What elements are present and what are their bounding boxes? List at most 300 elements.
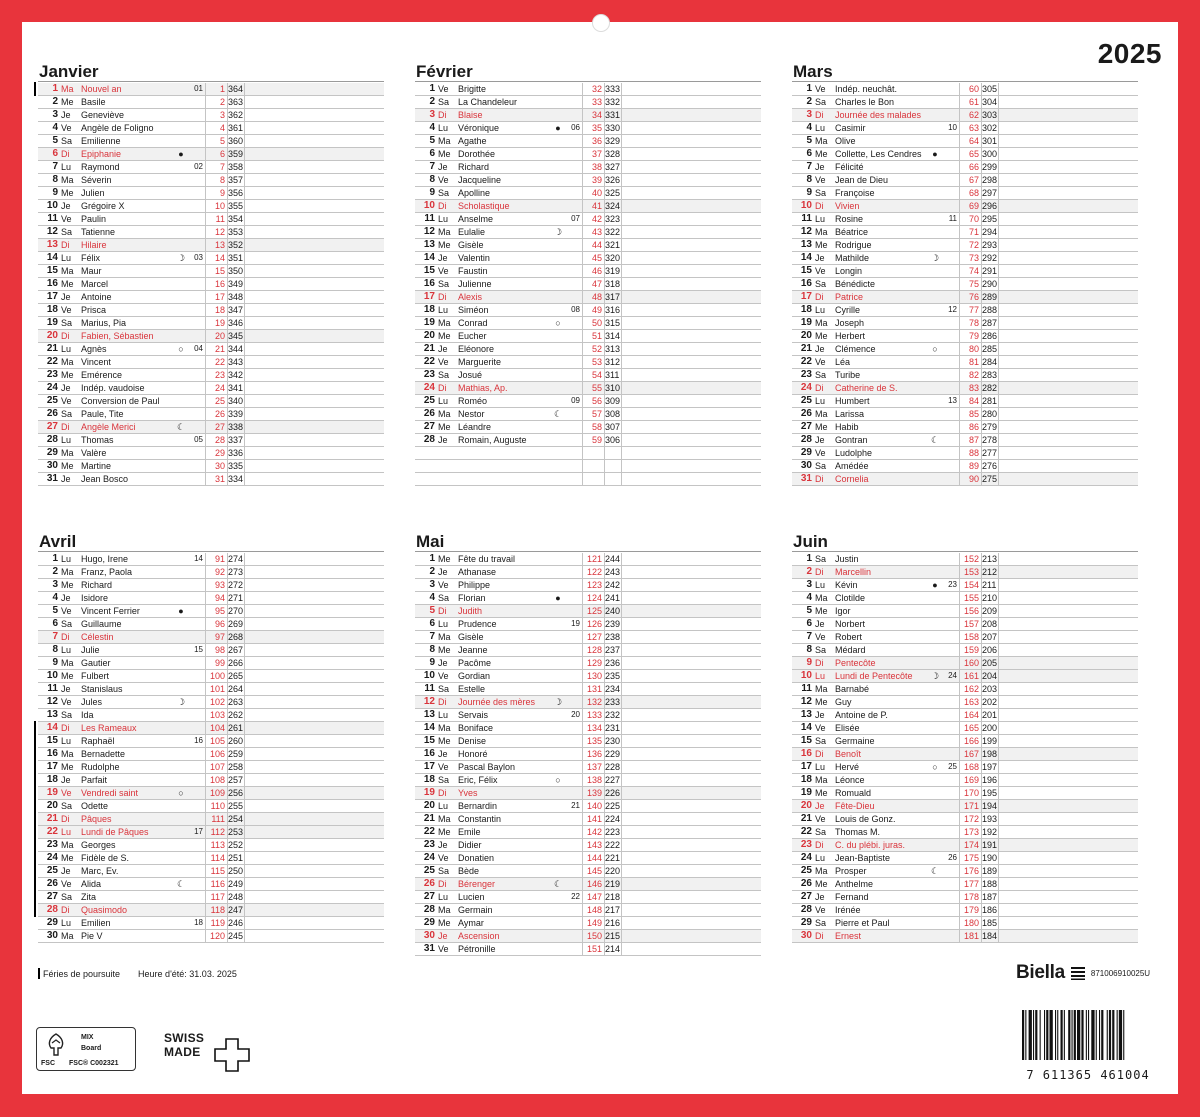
moon-phase-icon bbox=[925, 878, 945, 890]
days-remaining: 346 bbox=[228, 318, 244, 328]
day-number: 10 bbox=[423, 670, 435, 681]
day-of-year: 92 bbox=[205, 566, 227, 578]
days-remaining: 298 bbox=[982, 175, 998, 185]
day-name: Marc, Ev. bbox=[81, 866, 119, 876]
day-number: 29 bbox=[800, 917, 812, 928]
day-of-year: 46 bbox=[582, 265, 604, 277]
day-row bbox=[415, 579, 761, 592]
barcode-digits: 7 611365 461004 bbox=[1026, 1068, 1150, 1082]
day-name: Béatrice bbox=[835, 227, 869, 237]
weekday: Sa bbox=[815, 645, 827, 655]
note-space bbox=[245, 226, 384, 238]
day-of-year: 122 bbox=[582, 566, 604, 578]
day-number: 15 bbox=[800, 735, 812, 746]
days-remaining: 275 bbox=[982, 474, 998, 484]
week-number bbox=[945, 722, 959, 734]
day-row bbox=[415, 447, 761, 460]
weekday: Me bbox=[61, 762, 74, 772]
days-remaining: 272 bbox=[228, 580, 244, 590]
day-row bbox=[792, 891, 1138, 904]
days-remaining: 334 bbox=[228, 474, 244, 484]
day-of-year: 10 bbox=[205, 200, 227, 212]
weekday: Di bbox=[815, 474, 824, 484]
day-of-year: 78 bbox=[959, 317, 981, 329]
day-of-year: 32 bbox=[582, 83, 604, 95]
day-number: 9 bbox=[429, 657, 435, 668]
weekday: Ma bbox=[61, 931, 74, 941]
day-number: 21 bbox=[800, 813, 812, 824]
days-remaining: 188 bbox=[982, 879, 998, 889]
moon-phase-icon bbox=[171, 200, 191, 212]
moon-phase-icon bbox=[548, 304, 568, 316]
week-number bbox=[568, 553, 582, 565]
day-name: Gisèle bbox=[458, 240, 484, 250]
days-remaining: 324 bbox=[605, 201, 621, 211]
note-space bbox=[245, 553, 384, 565]
day-row bbox=[415, 395, 761, 408]
day-number: 14 bbox=[46, 722, 58, 733]
weekday: Ve bbox=[815, 448, 826, 458]
barcode-bar bbox=[1074, 1010, 1076, 1060]
weekday: Me bbox=[61, 853, 74, 863]
moon-phase-icon bbox=[548, 291, 568, 303]
moon-phase-icon bbox=[548, 852, 568, 864]
weekday: Ve bbox=[438, 671, 449, 681]
day-name: Constantin bbox=[458, 814, 502, 824]
note-space bbox=[245, 696, 384, 708]
week-number bbox=[945, 421, 959, 433]
note-space bbox=[622, 644, 761, 656]
day-of-year: 155 bbox=[959, 592, 981, 604]
week-number bbox=[568, 473, 582, 485]
day-number: 3 bbox=[429, 579, 435, 590]
moon-phase-icon bbox=[925, 408, 945, 420]
day-name: Emile bbox=[458, 827, 481, 837]
day-row bbox=[415, 553, 761, 566]
moon-phase-icon bbox=[171, 917, 191, 929]
week-number bbox=[945, 226, 959, 238]
day-of-year: 4 bbox=[205, 122, 227, 134]
moon-phase-icon bbox=[548, 96, 568, 108]
week-number bbox=[191, 304, 205, 316]
note-space bbox=[999, 878, 1138, 890]
week-number bbox=[191, 278, 205, 290]
days-remaining: 236 bbox=[605, 658, 621, 668]
day-row bbox=[38, 421, 384, 434]
week-number bbox=[568, 592, 582, 604]
days-remaining: 277 bbox=[982, 448, 998, 458]
barcode-bar bbox=[1040, 1010, 1041, 1060]
day-of-year: 123 bbox=[582, 579, 604, 591]
day-number: 18 bbox=[800, 774, 812, 785]
days-remaining: 239 bbox=[605, 619, 621, 629]
note-space bbox=[622, 657, 761, 669]
weekday: Di bbox=[61, 331, 70, 341]
moon-phase-icon bbox=[925, 566, 945, 578]
day-number: 26 bbox=[46, 878, 58, 889]
week-number bbox=[568, 787, 582, 799]
moon-phase-icon bbox=[171, 460, 191, 472]
day-name: Gontran bbox=[835, 435, 868, 445]
day-of-year: 36 bbox=[582, 135, 604, 147]
note-space bbox=[999, 161, 1138, 173]
week-number bbox=[568, 187, 582, 199]
day-name: Angèle Merici bbox=[81, 422, 136, 432]
weekday: Ve bbox=[438, 84, 449, 94]
week-number: 22 bbox=[571, 892, 580, 901]
note-space bbox=[622, 447, 761, 459]
moon-phase-icon bbox=[548, 83, 568, 95]
day-number: 29 bbox=[46, 447, 58, 458]
week-number: 14 bbox=[194, 554, 203, 563]
day-row bbox=[415, 657, 761, 670]
day-row bbox=[415, 96, 761, 109]
week-number: 01 bbox=[194, 84, 203, 93]
day-row bbox=[38, 683, 384, 696]
days-remaining: 212 bbox=[982, 567, 998, 577]
weekday: Sa bbox=[438, 279, 450, 289]
day-number: 25 bbox=[46, 865, 58, 876]
note-space bbox=[245, 787, 384, 799]
week-number bbox=[568, 356, 582, 368]
weekday: Di bbox=[61, 240, 70, 250]
days-remaining: 320 bbox=[605, 253, 621, 263]
moon-phase-icon bbox=[171, 135, 191, 147]
day-row bbox=[415, 683, 761, 696]
days-remaining: 305 bbox=[982, 84, 998, 94]
day-row bbox=[792, 878, 1138, 891]
note-space bbox=[245, 109, 384, 121]
day-row bbox=[792, 644, 1138, 657]
day-of-year: 107 bbox=[205, 761, 227, 773]
day-name: Georges bbox=[81, 840, 116, 850]
day-number: 11 bbox=[47, 213, 58, 224]
note-space bbox=[999, 579, 1138, 591]
day-row bbox=[415, 291, 761, 304]
day-of-year: 110 bbox=[205, 800, 227, 812]
note-space bbox=[622, 787, 761, 799]
moon-phase-icon: ● bbox=[178, 606, 184, 616]
weekday: Lu bbox=[438, 710, 449, 720]
note-space bbox=[245, 473, 384, 485]
weekday: Sa bbox=[61, 136, 73, 146]
week-number: 03 bbox=[194, 253, 203, 262]
days-remaining: 224 bbox=[605, 814, 621, 824]
day-of-year: 166 bbox=[959, 735, 981, 747]
days-remaining bbox=[604, 460, 622, 472]
days-remaining: 304 bbox=[982, 97, 998, 107]
week-number bbox=[945, 878, 959, 890]
day-of-year: 66 bbox=[959, 161, 981, 173]
day-of-year: 72 bbox=[959, 239, 981, 251]
day-of-year: 76 bbox=[959, 291, 981, 303]
day-name: Zita bbox=[81, 892, 97, 902]
days-remaining: 187 bbox=[982, 892, 998, 902]
day-number: 11 bbox=[801, 683, 812, 694]
week-number bbox=[945, 891, 959, 903]
week-number: 05 bbox=[194, 435, 203, 444]
day-row bbox=[38, 722, 384, 735]
days-remaining: 292 bbox=[982, 253, 998, 263]
weekday: Ve bbox=[61, 697, 72, 707]
note-space bbox=[999, 304, 1138, 316]
weekday: Di bbox=[61, 422, 70, 432]
day-row bbox=[415, 943, 761, 956]
day-number: 30 bbox=[800, 460, 812, 471]
note-space bbox=[999, 109, 1138, 121]
barcode-bar bbox=[1057, 1010, 1058, 1060]
day-name: Servais bbox=[458, 710, 489, 720]
day-of-year: 169 bbox=[959, 774, 981, 786]
moon-phase-icon: ☾ bbox=[553, 409, 563, 419]
moon-phase-icon bbox=[548, 748, 568, 760]
days-remaining: 205 bbox=[982, 658, 998, 668]
day-name: Pacôme bbox=[458, 658, 492, 668]
moon-phase-icon bbox=[548, 434, 568, 446]
moon-phase-icon bbox=[171, 174, 191, 186]
day-name: Gautier bbox=[81, 658, 111, 668]
note-space bbox=[999, 800, 1138, 812]
days-remaining: 303 bbox=[982, 110, 998, 120]
day-row bbox=[792, 631, 1138, 644]
day-name: Vendredi saint bbox=[81, 788, 139, 798]
days-remaining: 278 bbox=[982, 435, 998, 445]
day-name: Geneviève bbox=[81, 110, 125, 120]
day-name: Valère bbox=[81, 448, 107, 458]
day-of-year: 41 bbox=[582, 200, 604, 212]
day-name: Florian bbox=[458, 593, 486, 603]
day-name: Pie V bbox=[81, 931, 103, 941]
day-number: 22 bbox=[800, 356, 812, 367]
days-remaining: 307 bbox=[605, 422, 621, 432]
day-name: Conrad bbox=[458, 318, 488, 328]
moon-phase-icon bbox=[548, 657, 568, 669]
days-remaining: 322 bbox=[605, 227, 621, 237]
day-name: Eric, Félix bbox=[458, 775, 498, 785]
moon-phase-icon bbox=[925, 161, 945, 173]
day-number: 24 bbox=[423, 382, 435, 393]
days-remaining: 326 bbox=[605, 175, 621, 185]
day-name: Vincent bbox=[81, 357, 111, 367]
note-space bbox=[622, 252, 761, 264]
days-remaining: 285 bbox=[982, 344, 998, 354]
days-remaining: 331 bbox=[605, 110, 621, 120]
week-number bbox=[191, 265, 205, 277]
note-space bbox=[622, 670, 761, 682]
day-of-year: 49 bbox=[582, 304, 604, 316]
day-row bbox=[792, 278, 1138, 291]
day-number: 16 bbox=[800, 278, 812, 289]
day-number: 23 bbox=[800, 839, 812, 850]
day-row bbox=[792, 395, 1138, 408]
day-of-year: 112 bbox=[205, 826, 227, 838]
weekday: Je bbox=[815, 801, 825, 811]
week-number: 07 bbox=[571, 214, 580, 223]
swiss-made-logo bbox=[164, 1028, 254, 1072]
day-name: Bernadette bbox=[81, 749, 126, 759]
weekday: Di bbox=[815, 931, 824, 941]
day-name: Félix bbox=[81, 253, 101, 263]
day-of-year: 22 bbox=[205, 356, 227, 368]
days-remaining: 233 bbox=[605, 697, 621, 707]
day-number: 27 bbox=[423, 891, 435, 902]
note-space bbox=[999, 447, 1138, 459]
note-space bbox=[622, 122, 761, 134]
barcode-bar bbox=[1109, 1010, 1111, 1060]
day-of-year: 151 bbox=[582, 943, 604, 955]
note-space bbox=[622, 605, 761, 617]
day-number: 30 bbox=[46, 930, 58, 941]
days-remaining: 325 bbox=[605, 188, 621, 198]
days-remaining: 263 bbox=[228, 697, 244, 707]
note-space bbox=[245, 304, 384, 316]
moon-phase-icon bbox=[925, 213, 945, 225]
day-of-year: 70 bbox=[959, 213, 981, 225]
moon-phase-icon bbox=[171, 631, 191, 643]
day-number: 8 bbox=[429, 644, 435, 655]
day-number: 31 bbox=[46, 473, 58, 484]
day-number: 30 bbox=[423, 930, 435, 941]
day-row bbox=[38, 930, 384, 943]
note-space bbox=[245, 709, 384, 721]
weekday: Sa bbox=[61, 227, 73, 237]
day-row bbox=[792, 174, 1138, 187]
weekday: Sa bbox=[61, 318, 73, 328]
days-remaining: 299 bbox=[982, 162, 998, 172]
days-remaining: 281 bbox=[982, 396, 998, 406]
day-name: Julien bbox=[81, 188, 105, 198]
moon-phase-icon bbox=[925, 852, 945, 864]
weekday: Je bbox=[61, 775, 71, 785]
day-of-year: 1 bbox=[205, 83, 227, 95]
days-remaining: 342 bbox=[228, 370, 244, 380]
day-number: 24 bbox=[800, 852, 812, 863]
day-number: 20 bbox=[800, 800, 812, 811]
day-number: 15 bbox=[46, 735, 58, 746]
day-number: 4 bbox=[806, 122, 812, 133]
days-remaining: 253 bbox=[228, 827, 244, 837]
days-remaining: 348 bbox=[228, 292, 244, 302]
day-of-year: 45 bbox=[582, 252, 604, 264]
days-remaining: 190 bbox=[982, 853, 998, 863]
day-of-year: 171 bbox=[959, 800, 981, 812]
day-number: 25 bbox=[800, 395, 812, 406]
moon-phase-icon bbox=[925, 696, 945, 708]
days-remaining: 237 bbox=[605, 645, 621, 655]
weekday: Ve bbox=[438, 175, 449, 185]
moon-phase-icon bbox=[548, 735, 568, 747]
barcode-bar bbox=[1091, 1010, 1094, 1060]
note-space bbox=[245, 252, 384, 264]
day-of-year: 52 bbox=[582, 343, 604, 355]
day-number: 4 bbox=[806, 592, 812, 603]
day-number: 22 bbox=[423, 826, 435, 837]
day-of-year: 159 bbox=[959, 644, 981, 656]
day-of-year: 64 bbox=[959, 135, 981, 147]
moon-phase-icon bbox=[171, 382, 191, 394]
note-space bbox=[622, 460, 761, 472]
week-number bbox=[945, 930, 959, 942]
moon-phase-icon bbox=[548, 683, 568, 695]
moon-phase-icon bbox=[925, 592, 945, 604]
week-number bbox=[191, 748, 205, 760]
days-remaining: 231 bbox=[605, 723, 621, 733]
day-name: C. du plébi. juras. bbox=[835, 840, 906, 850]
day-row bbox=[38, 579, 384, 592]
week-number bbox=[568, 748, 582, 760]
weekday: Lu bbox=[815, 305, 826, 315]
note-space bbox=[999, 83, 1138, 95]
week-number bbox=[568, 330, 582, 342]
days-remaining: 330 bbox=[605, 123, 621, 133]
day-of-year: 124 bbox=[582, 592, 604, 604]
day-name: Justin bbox=[835, 554, 859, 564]
day-number: 19 bbox=[46, 787, 58, 798]
day-name: Véronique bbox=[458, 123, 500, 133]
day-row bbox=[38, 109, 384, 122]
note-space bbox=[245, 839, 384, 851]
day-of-year: 77 bbox=[959, 304, 981, 316]
note-space bbox=[622, 709, 761, 721]
weekday: Sa bbox=[438, 97, 450, 107]
week-number bbox=[945, 904, 959, 916]
day-name: Cornelia bbox=[835, 474, 869, 484]
day-row bbox=[792, 434, 1138, 447]
day-row bbox=[415, 930, 761, 943]
day-name: Irénée bbox=[835, 905, 861, 915]
day-number: 10 bbox=[800, 670, 812, 681]
day-of-year: 178 bbox=[959, 891, 981, 903]
day-name: Ludolphe bbox=[835, 448, 873, 458]
day-name: Pierre et Paul bbox=[835, 918, 890, 928]
day-name: Bérenger bbox=[458, 879, 496, 889]
weekday: Me bbox=[61, 279, 74, 289]
moon-phase-icon bbox=[171, 395, 191, 407]
note-space bbox=[622, 317, 761, 329]
barcode-bars bbox=[1018, 1010, 1158, 1062]
moon-phase-icon bbox=[171, 670, 191, 682]
week-number bbox=[568, 343, 582, 355]
day-name: Jean de Dieu bbox=[835, 175, 889, 185]
day-name: Célestin bbox=[81, 632, 114, 642]
day-row bbox=[415, 787, 761, 800]
weekday: Lu bbox=[61, 918, 72, 928]
day-name: Scholastique bbox=[458, 201, 510, 211]
day-number: 5 bbox=[806, 605, 812, 616]
days-remaining: 266 bbox=[228, 658, 244, 668]
days-remaining: 328 bbox=[605, 149, 621, 159]
day-row bbox=[38, 369, 384, 382]
day-name: Antoine de P. bbox=[835, 710, 888, 720]
days-remaining: 345 bbox=[228, 331, 244, 341]
week-number bbox=[191, 891, 205, 903]
note-space bbox=[245, 865, 384, 877]
day-of-year: 81 bbox=[959, 356, 981, 368]
note-space bbox=[245, 579, 384, 591]
moon-phase-icon bbox=[548, 943, 568, 955]
day-row bbox=[38, 631, 384, 644]
day-number: 4 bbox=[429, 592, 435, 603]
weekday: Ma bbox=[61, 266, 74, 276]
week-number: 16 bbox=[194, 736, 203, 745]
days-remaining: 300 bbox=[982, 149, 998, 159]
day-row bbox=[792, 605, 1138, 618]
day-of-year: 90 bbox=[959, 473, 981, 485]
note-space bbox=[622, 813, 761, 825]
day-number: 8 bbox=[806, 174, 812, 185]
moon-phase-icon: ☽ bbox=[176, 697, 186, 707]
day-name: Martine bbox=[81, 461, 112, 471]
